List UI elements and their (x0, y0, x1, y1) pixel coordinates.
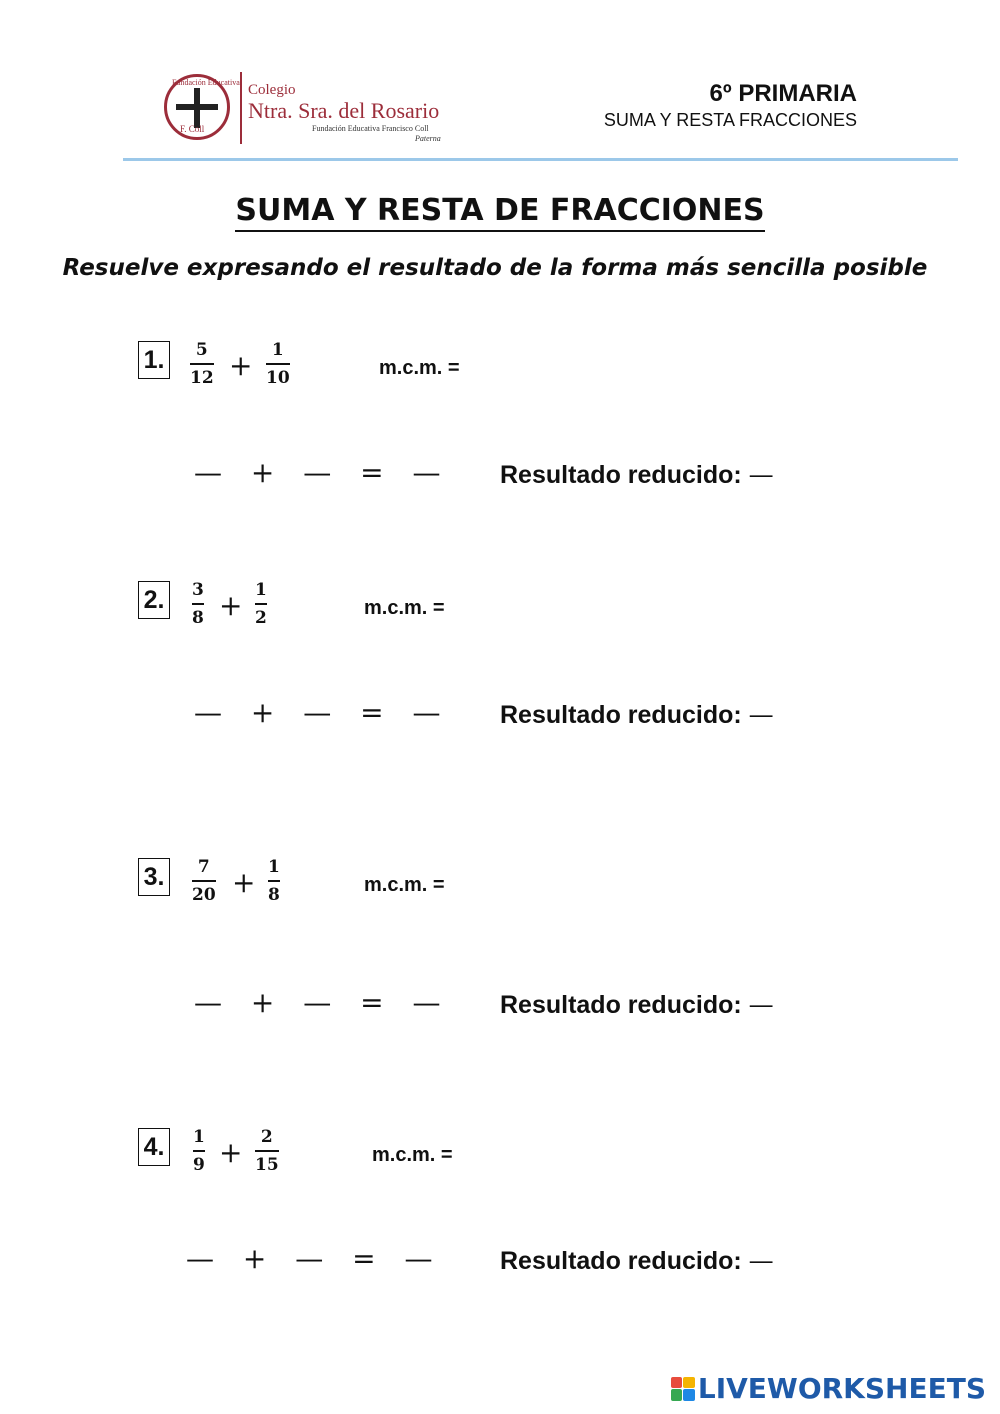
equation-blanks[interactable]: — + — = — (186, 1242, 443, 1275)
brand-square (683, 1389, 695, 1401)
mcm-field[interactable]: m.c.m. = (364, 597, 445, 619)
result-field[interactable] (500, 700, 774, 730)
result-label: Resultado reducido: (500, 701, 742, 729)
school-logo (160, 70, 460, 150)
seal-bottom-text: F. Coll (180, 124, 205, 134)
result-blank[interactable]: — (748, 1246, 774, 1275)
result-field[interactable] (500, 990, 774, 1020)
fraction-b (266, 339, 290, 389)
fraction-bar (255, 1150, 279, 1152)
plus-sign: + (229, 349, 253, 382)
fraction-bar (192, 880, 216, 882)
logo-fundacion: Fundación Educativa Francisco Coll (312, 124, 429, 133)
denominator: 8 (192, 607, 204, 628)
subject-label: SUMA Y RESTA FRACCIONES (603, 110, 857, 130)
denominator: 15 (255, 1154, 279, 1175)
denominator: 9 (193, 1154, 205, 1175)
mcm-field[interactable]: m.c.m. = (379, 357, 460, 379)
fraction-b (255, 579, 267, 629)
fraction-a (193, 1126, 205, 1176)
exercise-number: 1. (138, 341, 170, 379)
logo-school-name: Ntra. Sra. del Rosario (248, 98, 440, 123)
fraction-bar (268, 880, 280, 882)
numerator: 5 (195, 340, 208, 360)
exercise-number: 3. (138, 858, 170, 896)
result-blank[interactable]: — (748, 460, 774, 489)
cross-icon-bar (176, 104, 218, 110)
plus-sign: + (232, 866, 256, 899)
mcm-field[interactable]: m.c.m. = (372, 1144, 453, 1166)
logo-city: Paterna (415, 134, 441, 143)
fraction-bar (192, 603, 204, 605)
brand-square (671, 1389, 683, 1401)
plus-sign: + (219, 1136, 243, 1169)
exercise-number: 4. (138, 1128, 170, 1166)
header-divider (123, 158, 958, 161)
plus-sign: + (219, 589, 243, 622)
liveworksheets-icon (671, 1377, 695, 1401)
denominator: 2 (255, 607, 267, 628)
fraction-bar (255, 603, 267, 605)
denominator: 12 (190, 367, 214, 388)
fraction-bar (266, 363, 290, 365)
brand-square (671, 1377, 683, 1389)
denominator: 10 (266, 367, 290, 388)
numerator: 1 (193, 1127, 205, 1147)
liveworksheets-brand[interactable] (671, 1372, 986, 1405)
seal-arc-text: Fundación Educativa (172, 78, 240, 87)
brand-square (683, 1377, 695, 1389)
result-label: Resultado reducido: (500, 461, 742, 489)
mcm-field[interactable]: m.c.m. = (364, 874, 445, 896)
fraction-a (190, 339, 214, 389)
instruction-text: Resuelve expresando el resultado de la forma más sencilla posible (62, 255, 928, 281)
denominator: 20 (192, 884, 216, 905)
fraction-b (268, 856, 280, 906)
page-title-text: SUMA Y RESTA DE FRACCIONES (235, 193, 764, 232)
numerator: 3 (192, 580, 204, 600)
result-field[interactable] (500, 1246, 774, 1276)
exercise-number: 2. (138, 581, 170, 619)
logo-divider (240, 72, 242, 144)
equation-blanks[interactable]: — + — = — (194, 986, 451, 1019)
fraction-bar (193, 1150, 205, 1152)
result-label: Resultado reducido: (500, 1247, 742, 1275)
result-label: Resultado reducido: (500, 991, 742, 1019)
numerator: 7 (197, 857, 210, 877)
numerator: 1 (268, 857, 280, 877)
fraction-b (255, 1126, 279, 1176)
result-blank[interactable]: — (748, 990, 774, 1019)
result-blank[interactable]: — (748, 700, 774, 729)
numerator: 1 (271, 340, 284, 360)
result-field[interactable] (500, 460, 774, 490)
fraction-a (192, 856, 216, 906)
grade-label: 6º PRIMARIA (709, 80, 857, 107)
brand-text: LIVEWORKSHEETS (697, 1372, 986, 1405)
fraction-a (192, 579, 204, 629)
equation-blanks[interactable]: — + — = — (194, 456, 451, 489)
numerator: 2 (260, 1127, 273, 1147)
logo-colegio: Colegio (248, 82, 296, 98)
equation-blanks[interactable]: — + — = — (194, 696, 451, 729)
fraction-bar (190, 363, 214, 365)
page-title (0, 193, 1000, 228)
numerator: 1 (255, 580, 267, 600)
denominator: 8 (268, 884, 280, 905)
